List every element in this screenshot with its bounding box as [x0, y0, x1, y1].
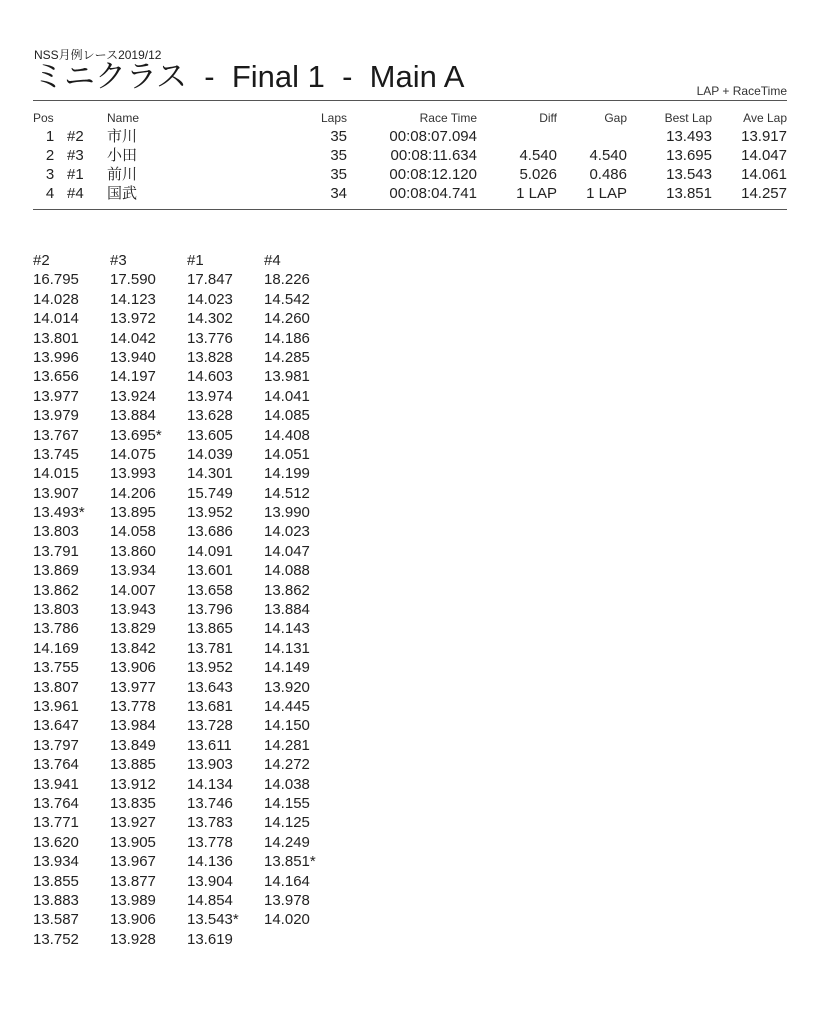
- lap-time: 13.877: [110, 872, 156, 890]
- lap-time: 14.260: [264, 310, 310, 328]
- lap-time: 13.605: [187, 426, 233, 444]
- lap-time: 13.961: [33, 697, 79, 715]
- lap-time: 13.791: [33, 542, 79, 560]
- header-race-time: Race Time: [419, 111, 477, 125]
- lap-time: 13.934: [33, 853, 79, 871]
- lap-time: 13.835: [110, 794, 156, 812]
- lap-time: 13.746: [187, 794, 233, 812]
- lap-time: 14.091: [187, 542, 233, 560]
- lap-time: 14.542: [264, 290, 310, 308]
- row-laps: 34: [330, 185, 347, 202]
- row-best-lap: 13.493: [666, 128, 712, 145]
- lap-time: 13.807: [33, 678, 79, 696]
- lap-time: 13.906: [110, 911, 156, 929]
- lap-time: 13.941: [33, 775, 79, 793]
- lap-time: 13.828: [187, 348, 233, 366]
- lap-time: 13.755: [33, 659, 79, 677]
- lap-time: 13.928: [110, 930, 156, 948]
- lap-time: 14.039: [187, 445, 233, 463]
- row-pos: 2: [45, 147, 55, 164]
- row-best-lap: 13.851: [666, 185, 712, 202]
- page-title: ミニクラス - Final 1 - Main A: [33, 59, 465, 94]
- lap-time: 14.131: [264, 639, 310, 657]
- row-laps: 35: [330, 147, 347, 164]
- lap-time: 16.795: [33, 271, 79, 289]
- lap-time: 13.905: [110, 833, 156, 851]
- row-race-time: 00:08:11.634: [390, 147, 477, 164]
- lap-time: 13.860: [110, 542, 156, 560]
- results-header-row: [33, 110, 787, 127]
- lap-time: 13.996: [33, 348, 79, 366]
- lap-time: 14.047: [264, 542, 310, 560]
- lap-time: 13.803: [33, 601, 79, 619]
- header-laps: Laps: [320, 111, 347, 125]
- row-pos: 3: [45, 166, 55, 183]
- lap-column: [110, 251, 187, 949]
- lap-time: 13.776: [187, 329, 233, 347]
- row-ave-lap: 14.061: [741, 166, 787, 183]
- row-gap: 4.540: [589, 147, 627, 164]
- lap-column: [264, 251, 341, 949]
- row-diff: 4.540: [519, 147, 557, 164]
- lap-time: 14.281: [264, 736, 310, 754]
- lap-time: 13.906: [110, 659, 156, 677]
- lap-time: 14.272: [264, 756, 310, 774]
- lap-time: 14.088: [264, 562, 310, 580]
- lap-times-grid: [33, 251, 341, 949]
- lap-time: 13.934: [110, 562, 156, 580]
- results-row: [33, 127, 787, 146]
- lap-time: 14.164: [264, 872, 310, 890]
- lap-time: 14.155: [264, 794, 310, 812]
- header-diff: Diff: [539, 111, 557, 125]
- timing-mode-label: LAP + RaceTime: [696, 84, 787, 98]
- lap-time: 13.728: [187, 717, 233, 735]
- lap-time: 13.851*: [264, 853, 316, 871]
- lap-time: 13.493*: [33, 504, 85, 522]
- lap-time: 14.075: [110, 445, 156, 463]
- lap-time: 13.862: [33, 581, 79, 599]
- lap-time: 14.123: [110, 290, 156, 308]
- lap-time: 13.620: [33, 833, 79, 851]
- lap-time: 13.907: [33, 484, 79, 502]
- lap-time: 14.197: [110, 368, 156, 386]
- row-name: 前川: [107, 166, 138, 183]
- event-name: NSS月例レース2019/12: [34, 48, 162, 62]
- lap-time: 13.977: [33, 387, 79, 405]
- lap-time: 13.978: [264, 891, 310, 909]
- lap-time: 13.990: [264, 504, 310, 522]
- lap-time: 13.884: [264, 601, 310, 619]
- lap-time: 13.803: [33, 523, 79, 541]
- lap-time: 14.301: [187, 465, 233, 483]
- lap-time: 13.543*: [187, 911, 239, 929]
- lap-time: 14.051: [264, 445, 310, 463]
- lap-time: 13.767: [33, 426, 79, 444]
- row-car: #3: [67, 147, 84, 164]
- lap-time: 13.895: [110, 504, 156, 522]
- lap-time: 13.974: [187, 387, 233, 405]
- lap-time: 14.408: [264, 426, 310, 444]
- lap-time: 13.628: [187, 407, 233, 425]
- lap-time: 13.979: [33, 407, 79, 425]
- lap-time: 13.940: [110, 348, 156, 366]
- lap-time: 13.781: [187, 639, 233, 657]
- row-ave-lap: 13.917: [741, 128, 787, 145]
- lap-time: 14.134: [187, 775, 233, 793]
- lap-time: 13.842: [110, 639, 156, 657]
- lap-time: 13.849: [110, 736, 156, 754]
- lap-time: 18.226: [264, 271, 310, 289]
- lap-time: 13.972: [110, 310, 156, 328]
- lap-time: 14.042: [110, 329, 156, 347]
- lap-time: 13.855: [33, 872, 79, 890]
- row-name: 市川: [107, 128, 138, 145]
- lap-time: 13.619: [187, 930, 233, 948]
- lap-time: 14.603: [187, 368, 233, 386]
- header-best-lap: Best Lap: [664, 111, 712, 125]
- lap-time: 14.445: [264, 697, 310, 715]
- lap-time: 14.058: [110, 523, 156, 541]
- lap-time: 13.920: [264, 678, 310, 696]
- lap-time: 13.786: [33, 620, 79, 638]
- lap-time: 13.656: [33, 368, 79, 386]
- lap-time: 14.014: [33, 310, 79, 328]
- row-pos: 1: [45, 128, 55, 145]
- row-ave-lap: 14.047: [741, 147, 787, 164]
- lap-time: 14.041: [264, 387, 310, 405]
- row-laps: 35: [330, 128, 347, 145]
- divider-top: [33, 100, 787, 101]
- results-row: [33, 165, 787, 184]
- lap-time: 13.952: [187, 504, 233, 522]
- lap-time: 14.186: [264, 329, 310, 347]
- row-name: 小田: [107, 147, 138, 164]
- lap-time: 13.943: [110, 601, 156, 619]
- lap-time: 13.686: [187, 523, 233, 541]
- lap-time: 13.643: [187, 678, 233, 696]
- lap-time: 15.749: [187, 484, 233, 502]
- lap-time: 14.512: [264, 484, 310, 502]
- lap-time: 13.862: [264, 581, 310, 599]
- lap-time: 13.764: [33, 794, 79, 812]
- lap-time: 13.977: [110, 678, 156, 696]
- lap-column-header: #3: [110, 252, 127, 269]
- lap-time: 13.952: [187, 659, 233, 677]
- lap-time: 14.028: [33, 290, 79, 308]
- lap-time: 14.038: [264, 775, 310, 793]
- lap-time: 13.984: [110, 717, 156, 735]
- lap-time: 14.150: [264, 717, 310, 735]
- lap-time: 13.587: [33, 911, 79, 929]
- lap-time: 13.647: [33, 717, 79, 735]
- lap-time: 14.023: [264, 523, 310, 541]
- lap-column: [33, 251, 110, 949]
- lap-time: 13.611: [187, 736, 232, 754]
- lap-time: 13.865: [187, 620, 233, 638]
- lap-time: 13.989: [110, 891, 156, 909]
- lap-time: 13.924: [110, 387, 156, 405]
- row-name: 国武: [107, 185, 138, 202]
- lap-time: 13.783: [187, 814, 233, 832]
- lap-time: 13.885: [110, 756, 156, 774]
- lap-time: 13.801: [33, 329, 79, 347]
- lap-time: 13.981: [264, 368, 310, 386]
- lap-time: 13.967: [110, 853, 156, 871]
- row-car: #1: [67, 166, 84, 183]
- lap-time: 14.149: [264, 659, 310, 677]
- lap-time: 13.695*: [110, 426, 162, 444]
- lap-time: 13.658: [187, 581, 233, 599]
- lap-time: 14.136: [187, 853, 233, 871]
- row-laps: 35: [330, 166, 347, 183]
- lap-time: 14.302: [187, 310, 233, 328]
- row-best-lap: 13.543: [666, 166, 712, 183]
- lap-time: 13.869: [33, 562, 79, 580]
- results-table: [33, 110, 787, 203]
- lap-column-header: #1: [187, 252, 204, 269]
- lap-time: 14.249: [264, 833, 310, 851]
- lap-time: 14.143: [264, 620, 310, 638]
- title-row: [33, 58, 787, 100]
- lap-time: 14.285: [264, 348, 310, 366]
- row-pos: 4: [45, 185, 55, 202]
- lap-time: 14.854: [187, 891, 233, 909]
- row-best-lap: 13.695: [666, 147, 712, 164]
- row-diff: [477, 127, 557, 146]
- lap-time: 14.169: [33, 639, 79, 657]
- lap-column-header: #4: [264, 252, 281, 269]
- lap-column-header: #2: [33, 252, 50, 269]
- row-gap: [557, 127, 627, 146]
- header-car: [67, 110, 107, 127]
- lap-time: 13.778: [110, 697, 156, 715]
- lap-time: 13.797: [33, 736, 79, 754]
- row-race-time: 00:08:12.120: [389, 166, 477, 183]
- header-gap: Gap: [604, 111, 627, 125]
- lap-time: 13.764: [33, 756, 79, 774]
- lap-time: 13.904: [187, 872, 233, 890]
- lap-time: 14.085: [264, 407, 310, 425]
- lap-time: 13.745: [33, 445, 79, 463]
- lap-time: 13.993: [110, 465, 156, 483]
- divider-bottom: [33, 209, 787, 210]
- lap-time: 13.829: [110, 620, 156, 638]
- lap-time: 13.681: [187, 697, 233, 715]
- lap-time: 14.199: [264, 465, 310, 483]
- lap-time: 13.601: [187, 562, 233, 580]
- lap-time: 13.883: [33, 891, 79, 909]
- row-race-time: 00:08:04.741: [389, 185, 477, 202]
- row-ave-lap: 14.257: [741, 185, 787, 202]
- lap-time: 13.927: [110, 814, 156, 832]
- lap-time: 13.903: [187, 756, 233, 774]
- results-row: [33, 146, 787, 165]
- row-car: #2: [67, 128, 84, 145]
- lap-time: 14.023: [187, 290, 233, 308]
- header-ave-lap: Ave Lap: [743, 111, 787, 125]
- lap-time: 14.206: [110, 484, 156, 502]
- lap-time: 17.590: [110, 271, 156, 289]
- lap-time: 14.015: [33, 465, 79, 483]
- lap-time: 13.796: [187, 601, 233, 619]
- row-diff: 1 LAP: [516, 185, 557, 202]
- lap-time: 13.771: [33, 814, 79, 832]
- lap-time: 14.007: [110, 581, 156, 599]
- lap-time: 13.912: [110, 775, 156, 793]
- lap-time: 13.778: [187, 833, 233, 851]
- lap-time: 14.020: [264, 911, 310, 929]
- lap-time: 13.884: [110, 407, 156, 425]
- results-row: [33, 184, 787, 203]
- lap-column: [187, 251, 264, 949]
- row-gap: 1 LAP: [586, 185, 627, 202]
- row-car: #4: [67, 185, 84, 202]
- lap-time: 14.125: [264, 814, 310, 832]
- lap-time: 17.847: [187, 271, 233, 289]
- header-name: Name: [107, 111, 140, 125]
- row-race-time: 00:08:07.094: [389, 128, 477, 145]
- row-diff: 5.026: [519, 166, 557, 183]
- lap-time: 13.752: [33, 930, 79, 948]
- header-pos: Pos: [33, 111, 54, 125]
- row-gap: 0.486: [589, 166, 627, 183]
